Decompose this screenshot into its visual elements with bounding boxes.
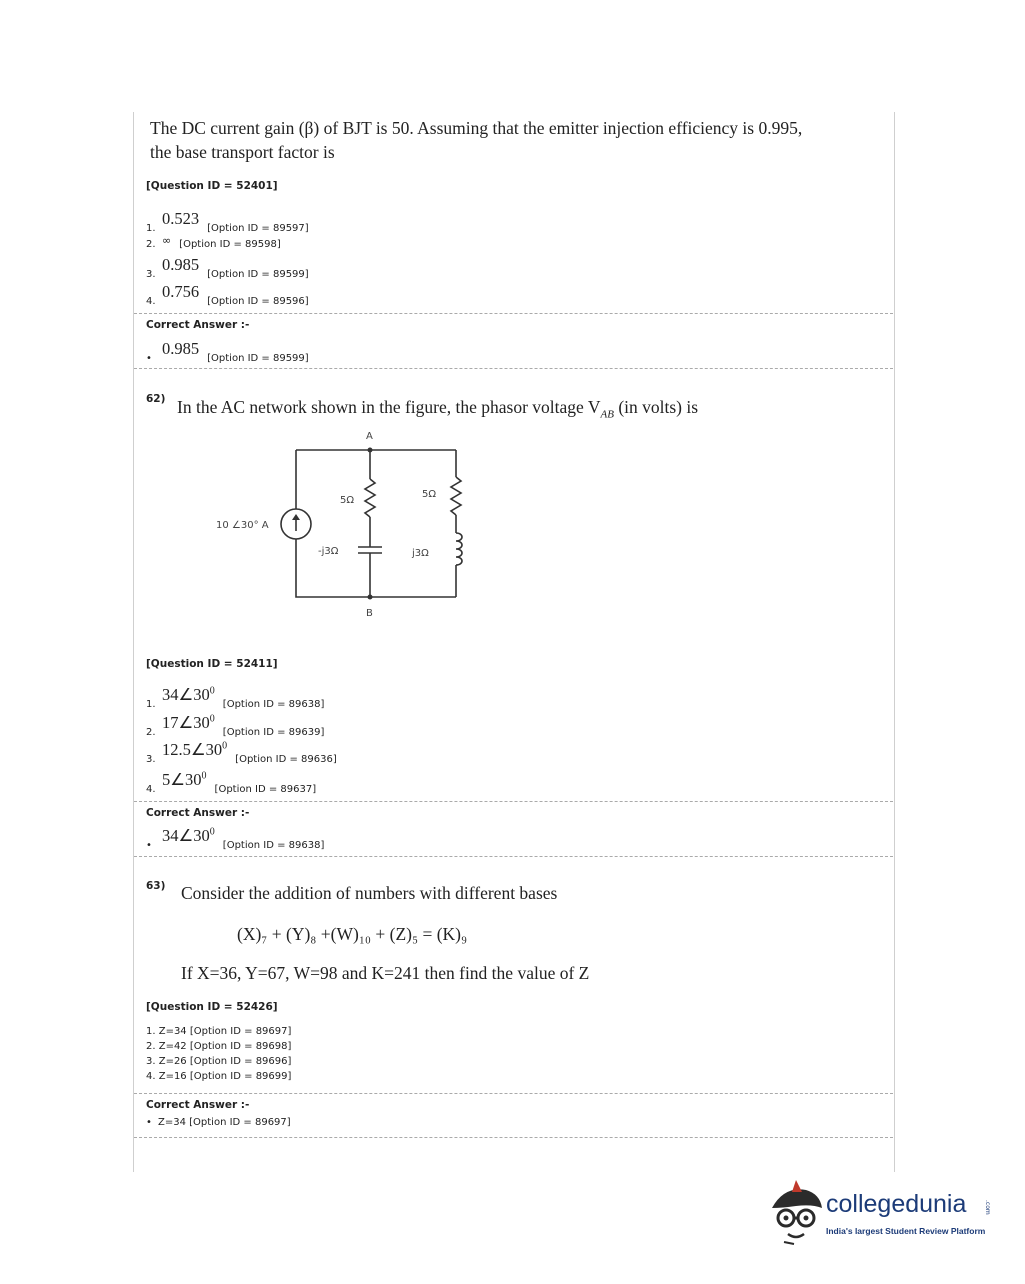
node-a-label: A — [366, 431, 373, 442]
inductor-label: j3Ω — [412, 548, 429, 559]
option-2[interactable]: 2. Z=42 [Option ID = 89698] — [146, 1041, 292, 1052]
correct-answer-label: Correct Answer :- — [146, 1099, 250, 1111]
resistor-2-label: 5Ω — [422, 489, 437, 500]
option-3[interactable]: 3. Z=26 [Option ID = 89696] — [146, 1056, 292, 1067]
option-2[interactable]: $2.17\angle 30^0[Option$ ID = 89639] — [146, 713, 325, 738]
equation: (X)₇ + (Y)₈ +(W)₁₀ + (Z)₅ = (K)₉ — [237, 924, 468, 944]
correct-answer: •0.985[Option ID = 89599] — [146, 339, 309, 364]
question-id: [Question ID = 52401] — [146, 180, 278, 192]
logo-wordmark: collegedunia — [826, 1190, 967, 1218]
divider — [134, 801, 893, 802]
option-3[interactable]: $3.12.5\angle 30^0[Option$ ID = 89636] — [146, 740, 337, 765]
question-text: In the AC network shown in the figure, the phasor voltage $V_{AB}$ (in volts) is — [177, 397, 699, 421]
option-3[interactable]: 3.0.985[Option ID = 89599] — [146, 255, 309, 280]
resistor-1-label: 5Ω — [340, 495, 355, 506]
divider — [134, 313, 893, 314]
option-4[interactable]: $4.5\angle 30^0[Option$ ID = 89637] — [146, 770, 317, 795]
option-list — [146, 1024, 291, 1084]
option-1[interactable]: $1.34\angle 30^0[Option$ ID = 89638] — [146, 685, 325, 710]
correct-answer: $•34\angle 30^0[Option$ ID = 89638] — [146, 826, 325, 851]
divider — [134, 368, 893, 369]
correct-answer: • Z=34 [Option ID = 89697] — [146, 1117, 291, 1128]
source-label: 10 ∠30° A — [216, 520, 269, 531]
question-number: 62) — [146, 393, 166, 405]
option-4[interactable]: 4.0.756[Option ID = 89596] — [146, 282, 309, 307]
option-1[interactable]: 1. Z=34 [Option ID = 89697] — [146, 1026, 292, 1037]
collegedunia-logo — [766, 1178, 998, 1248]
condition-text: If X=36, Y=67, W=98 and K=241 then find the value of Z — [181, 963, 590, 983]
correct-answer-label: Correct Answer :- — [146, 319, 250, 331]
correct-answer-label: Correct Answer :- — [146, 807, 250, 819]
option-4[interactable]: 4. Z=16 [Option ID = 89699] — [146, 1071, 292, 1082]
logo-com: .com — [984, 1200, 991, 1215]
question-id: [Question ID = 52426] — [146, 1001, 278, 1013]
circuit-diagram — [200, 425, 480, 625]
question-text: The DC current gain (β) of BJT is 50. Assuming that the emitter injection efficiency is 0.995, the base transport factor is — [150, 118, 803, 162]
mascot-icon — [766, 1178, 828, 1246]
option-2[interactable]: 2. ∞ [Option ID = 89598] — [146, 234, 281, 250]
divider — [134, 856, 893, 857]
divider — [134, 1137, 893, 1138]
logo-tagline: India's largest Student Review Platform — [826, 1226, 986, 1236]
arrow-up-icon — [292, 514, 300, 520]
question-text: Consider the addition of numbers with different bases — [181, 883, 558, 903]
capacitor-label: -j3Ω — [318, 546, 339, 557]
divider — [134, 1093, 893, 1094]
option-1[interactable]: 1.0.523[Option ID = 89597] — [146, 209, 309, 234]
node-b-label: B — [366, 608, 373, 619]
question-id: [Question ID = 52411] — [146, 658, 278, 670]
question-number: 63) — [146, 880, 166, 892]
